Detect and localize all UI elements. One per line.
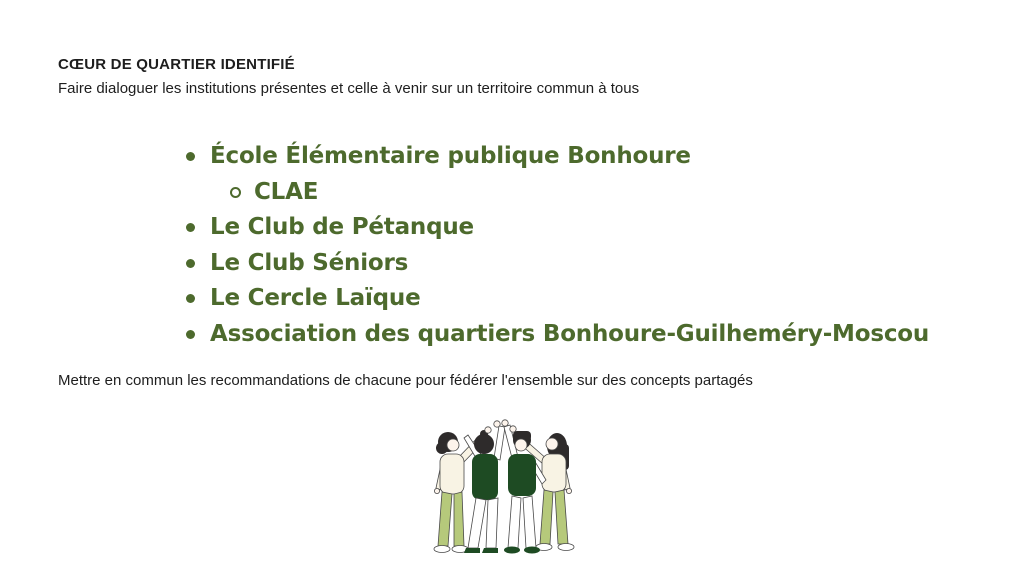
list-item-association-quartiers: Association des quartiers Bonhoure-Guilheméry-Moscou (186, 317, 929, 353)
list-item-clae: CLAE (230, 175, 929, 211)
people-high-five-illustration (400, 413, 600, 575)
list-item-club-seniors: Le Club Séniors (186, 246, 929, 282)
footer-text: Mettre en commun les recommandations de chacune pour fédérer l'ensemble sur des concepts partagés (58, 372, 753, 389)
page-subtitle: Faire dialoguer les institutions présentes et celle à venir sur un territoire commun à tous (58, 80, 640, 97)
page-title: CŒUR DE QUARTIER IDENTIFIÉ (58, 56, 295, 73)
person-center-left (464, 426, 505, 553)
person-center-right (504, 425, 546, 554)
list-item-club-petanque: Le Club de Pétanque (186, 210, 929, 246)
list-item-cercle-laique: Le Cercle Laïque (186, 281, 929, 317)
institution-list (186, 139, 929, 352)
list-item-ecole: École Élémentaire publique Bonhoure (186, 139, 929, 175)
